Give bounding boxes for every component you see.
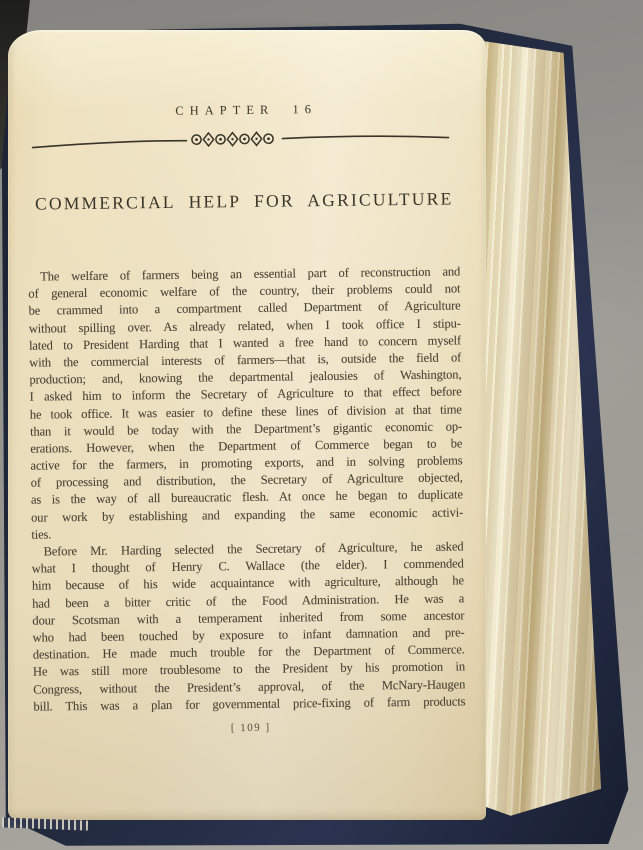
text-line: The welfare of farmers being an essential part of reconstruction and bbox=[40, 264, 461, 284]
paragraph-1 bbox=[28, 263, 463, 543]
chapter-number-heading: CHAPTER 16 bbox=[175, 102, 318, 118]
text-line: our work by establishing and expanding the same economic activi- bbox=[31, 504, 464, 525]
text-line: as is the way of all bureaucratic flesh. At once he began to duplicate bbox=[30, 487, 463, 508]
text-line: be crammed into a compartment called Department of Agriculture bbox=[28, 298, 461, 319]
text-line: lated to President Harding that I wanted a free hand to concern myself bbox=[28, 333, 462, 353]
text-line: I asked him to inform the Secretary of Agriculture to that effect before bbox=[29, 384, 462, 404]
text-line: had been a bitter critic of the Food Administration. He was a bbox=[32, 590, 465, 611]
text-line: of processing and distribution, the Secretary of Agriculture objected, bbox=[30, 470, 463, 490]
text-line: without spilling over. As already related, when I took office I stipu- bbox=[28, 315, 461, 336]
book-page bbox=[8, 30, 486, 820]
paragraph-2 bbox=[31, 538, 465, 715]
text-line: destination. He made much trouble for the Department of Commerce. bbox=[32, 642, 465, 662]
text-line: erations. However, when the Department of Commerce began to be bbox=[30, 436, 463, 456]
text-line: who had been touched by exposure to infant damnation and pre- bbox=[32, 625, 465, 645]
printer-fleuron-band-icon bbox=[28, 123, 452, 158]
text-line: Congress, without the President’s approval, of the McNary-Haugen bbox=[33, 676, 466, 697]
text-line: dour Scotsman with a temperament inherited from some ancestor bbox=[32, 608, 465, 628]
text-line: than it would be today with the Department’s gigantic economic op- bbox=[29, 419, 463, 439]
text-line: production; and, knowing the departmental jealousies of Washington, bbox=[29, 367, 462, 387]
text-line: Before Mr. Harding selected the Secretary of Agriculture, he asked bbox=[43, 539, 464, 559]
text-line: active for the farmers, in promoting exports, and in solving problems bbox=[30, 453, 463, 473]
page-content bbox=[3, 27, 491, 823]
text-line: he took office. It was easier to define these lines of division at that time bbox=[29, 401, 462, 422]
chapter-title: COMMERCIAL HELP FOR AGRICULTURE bbox=[34, 188, 454, 214]
text-line: bill. This was a plan for governmental price-fixing of farm products bbox=[33, 694, 466, 714]
body-text-block bbox=[28, 263, 465, 715]
text-line: of general economic welfare of the country, their problems could not bbox=[28, 281, 461, 301]
text-line: He was still more troublesome to the President by his promotion in bbox=[32, 659, 466, 679]
page-number: [ 109 ] bbox=[230, 721, 271, 735]
text-line: what I thought of Henry C. Wallace (the elder). I commended bbox=[31, 556, 464, 576]
text-line: him because of his wide acquaintance with agriculture, although he bbox=[31, 573, 465, 594]
binding-stitches bbox=[2, 817, 88, 830]
text-line: ties. bbox=[31, 527, 52, 542]
text-line: with the commercial interests of farmers—that is, outside the field of bbox=[29, 350, 462, 370]
